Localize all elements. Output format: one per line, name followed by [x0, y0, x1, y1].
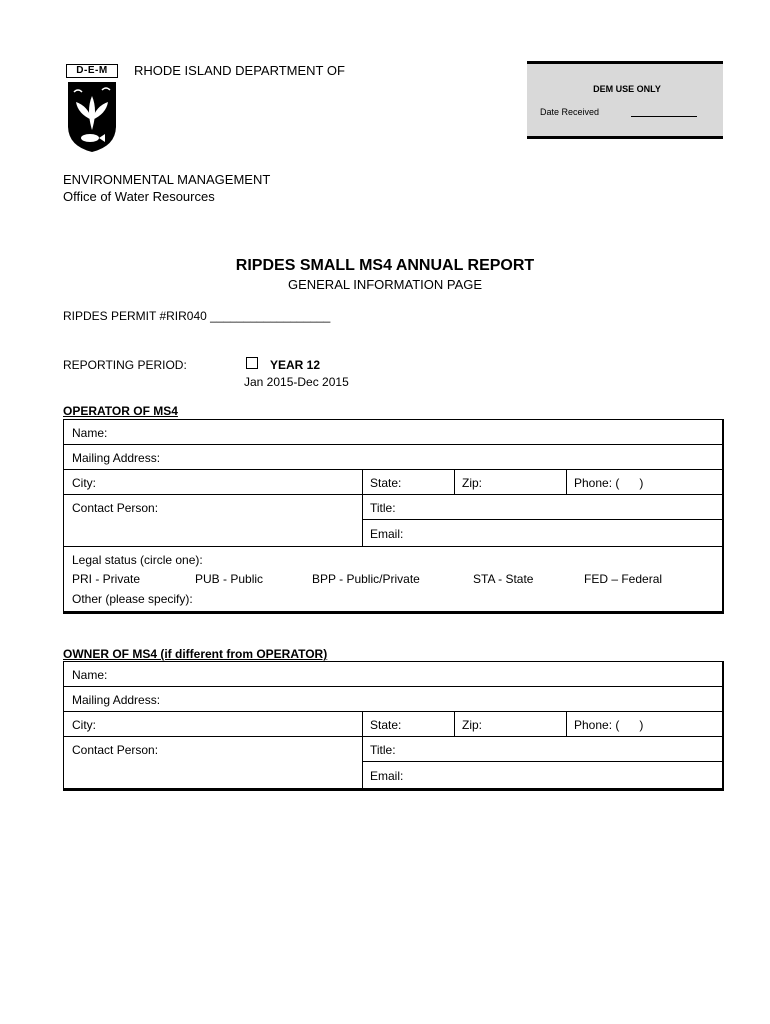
operator-heading: OPERATOR OF MS4 [63, 404, 178, 418]
operator-legal-row [64, 547, 722, 611]
owner-mailing-label: Mailing Address: [72, 693, 161, 707]
period-range: Jan 2015-Dec 2015 [244, 375, 349, 389]
permit-number-field[interactable]: RIPDES PERMIT #RIR040 __________________ [63, 309, 331, 323]
operator-zip-label: Zip: [462, 476, 483, 490]
dem-seal-icon [66, 80, 118, 154]
dem-use-only-box [527, 61, 723, 139]
dem-use-only-title: DEM USE ONLY [593, 84, 661, 94]
owner-name-label: Name: [72, 668, 108, 682]
owner-title-label: Title: [370, 743, 396, 757]
operator-phone-label: Phone: ( ) [574, 476, 644, 490]
operator-city-label: City: [72, 476, 96, 490]
operator-title-label: Title: [370, 501, 396, 515]
owner-mailing-row[interactable] [64, 687, 722, 712]
dem-logo-text: D-E-M [66, 64, 118, 78]
owner-zip-field[interactable] [454, 712, 564, 736]
owner-contact-label: Contact Person: [72, 743, 159, 757]
operator-city-row [64, 470, 722, 495]
owner-city-field[interactable] [64, 712, 362, 736]
report-subtitle: GENERAL INFORMATION PAGE [287, 277, 483, 292]
owner-state-field[interactable] [362, 712, 454, 736]
owner-name-row[interactable] [64, 662, 722, 687]
legal-option-sta[interactable]: STA - State [473, 572, 534, 586]
operator-mailing-row[interactable] [64, 445, 722, 470]
operator-state-label: State: [370, 476, 402, 490]
legal-option-pri[interactable]: PRI - Private [72, 572, 141, 586]
year-12-checkbox[interactable] [246, 357, 258, 369]
operator-city-field[interactable] [64, 470, 362, 494]
owner-email-label: Email: [370, 769, 404, 783]
owner-city-label: City: [72, 718, 96, 732]
operator-name-label: Name: [72, 426, 108, 440]
owner-form [63, 661, 724, 791]
report-title: RIPDES SMALL MS4 ANNUAL REPORT [235, 257, 535, 274]
owner-phone-field[interactable] [566, 712, 722, 736]
date-received-field[interactable] [631, 116, 697, 117]
operator-title-field[interactable] [362, 495, 722, 520]
dept-name-line2: ENVIRONMENTAL MANAGEMENT [63, 172, 271, 187]
owner-city-row [64, 712, 722, 737]
operator-contact-label: Contact Person: [72, 501, 159, 515]
operator-phone-field[interactable] [566, 470, 722, 494]
owner-contact-row [64, 737, 722, 788]
operator-mailing-label: Mailing Address: [72, 451, 161, 465]
legal-status-label: Legal status (circle one): [72, 553, 203, 567]
legal-other-field[interactable]: Other (please specify): [72, 592, 193, 606]
owner-contact-field[interactable] [64, 737, 362, 788]
legal-option-fed[interactable]: FED – Federal [584, 572, 663, 586]
legal-option-bpp[interactable]: BPP - Public/Private [312, 572, 420, 586]
operator-contact-field[interactable] [64, 495, 362, 546]
operator-zip-field[interactable] [454, 470, 564, 494]
operator-form [63, 419, 724, 614]
operator-name-row[interactable] [64, 420, 722, 445]
reporting-period-label: REPORTING PERIOD: [63, 358, 187, 372]
dept-name-line1: RHODE ISLAND DEPARTMENT OF [134, 63, 345, 78]
owner-title-field[interactable] [362, 737, 722, 762]
owner-state-label: State: [370, 718, 402, 732]
year-12-label: YEAR 12 [270, 358, 321, 372]
operator-state-field[interactable] [362, 470, 454, 494]
owner-email-field[interactable] [362, 763, 722, 788]
legal-option-pub[interactable]: PUB - Public [195, 572, 264, 586]
office-name: Office of Water Resources [63, 189, 215, 204]
owner-heading: OWNER OF MS4 (if different from OPERATOR) [63, 647, 328, 661]
operator-email-field[interactable] [362, 521, 722, 546]
operator-email-label: Email: [370, 527, 404, 541]
owner-zip-label: Zip: [462, 718, 483, 732]
owner-phone-label: Phone: ( ) [574, 718, 644, 732]
date-received-label: Date Received [540, 107, 600, 117]
operator-contact-row [64, 495, 722, 547]
